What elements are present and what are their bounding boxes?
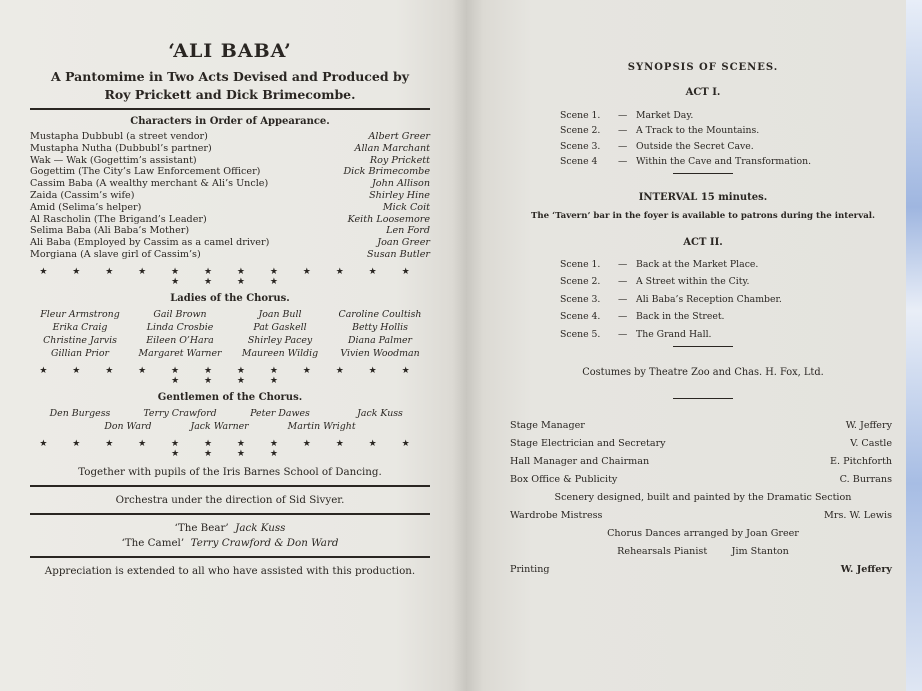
gentlemen-row-2 [30, 420, 430, 433]
act-2-scenes [560, 256, 896, 344]
costumes-line: Costumes by Theatre Zoo and Chas. H. Fox, Ltd. [582, 367, 824, 379]
scene-name: Back in the Street. [636, 311, 725, 323]
chorus-name: Maureen Wildig [241, 347, 319, 359]
scene-name: Ali Baba’s Reception Chamber. [636, 293, 782, 305]
actor: Susan Butler [366, 248, 430, 260]
characters-heading: Characters in Order of Appearance. [130, 116, 330, 127]
interval-heading: INTERVAL 15 minutes. [638, 191, 768, 203]
subtitle-line-2: Roy Prickett and Dick Brimecombe. [104, 87, 356, 102]
cast-row [30, 143, 430, 155]
crew-row [510, 471, 896, 489]
role: Gogettim (The City’s Law Enforcement Officer) [30, 166, 261, 178]
scenery-line: Scenery designed, built and painted by the Dramatic Section [554, 492, 852, 504]
bear-actor: Jack Kuss [235, 521, 286, 534]
chorus-name: Den Burgess [49, 407, 111, 419]
chorus-name: Gail Brown [153, 308, 207, 320]
camel-line [30, 537, 430, 549]
programme-title: ‘ALI BABA’ [168, 40, 292, 62]
crew-name: V. Castle [850, 438, 892, 450]
chorus-name: Betty Hollis [352, 321, 408, 333]
cast-row [30, 225, 430, 237]
scene-dash: — [618, 140, 628, 152]
actor: Joan Greer [377, 237, 430, 249]
crew-row [510, 417, 896, 435]
act-1-scenes [560, 108, 896, 170]
crew-name: W. Jeffery [840, 564, 892, 576]
role: Cassim Baba (A wealthy merchant & Ali’s Uncle) [30, 178, 269, 190]
scene-number: Scene 1. [560, 110, 601, 121]
actor: Allan Marchant [354, 142, 430, 154]
scene-dash: — [618, 110, 628, 121]
chorus-name: Fleur Armstrong [40, 308, 120, 320]
scene-row [560, 154, 896, 169]
cast-row [30, 178, 430, 190]
chorus-name: Pat Gaskell [253, 321, 307, 333]
chorus-name: Vivien Woodman [340, 347, 420, 359]
crew-name: E. Pitchforth [830, 456, 892, 468]
actor: Len Ford [386, 225, 430, 237]
crew-name: C. Burrans [839, 474, 892, 486]
actor: Roy Prickett [369, 154, 430, 166]
crew-name: Mrs. W. Lewis [824, 510, 892, 522]
scene-number: Scene 4. [560, 311, 601, 323]
actor: Keith Loosemore [347, 213, 430, 225]
scene-number: Scene 4 [560, 156, 598, 168]
scene-row [560, 256, 896, 274]
gentlemen-row-1 [30, 407, 430, 420]
chorus-name: Peter Dawes [250, 407, 310, 419]
chorus-name: Shirley Pacey [247, 334, 313, 346]
role: Amid (Selima’s helper) [30, 201, 142, 213]
crew-row [510, 561, 896, 579]
crew-name: Jim Stanton [731, 546, 789, 558]
right-page [466, 0, 906, 691]
crew-role: Stage Manager [510, 420, 585, 432]
rehearsals-line [510, 543, 896, 561]
role: Mustapha Dubbubl (a street vendor) [30, 131, 208, 142]
cast-row [30, 202, 430, 214]
cast-row [30, 237, 430, 249]
crew-row [510, 453, 896, 471]
gentlemen-heading: Gentlemen of the Chorus. [157, 391, 303, 403]
ladies-grid [30, 308, 430, 360]
characters-list [30, 131, 430, 261]
scene-row [560, 108, 896, 123]
divider [30, 108, 430, 110]
scene-name: Within the Cave and Transformation. [636, 156, 812, 168]
scene-dash: — [618, 328, 628, 340]
scene-name: Back at the Market Place. [636, 258, 759, 270]
scene-number: Scene 3. [560, 140, 601, 152]
chorus-name: Diana Palmer [347, 334, 413, 346]
chorus-name: Christine Jarvis [43, 334, 117, 346]
chorus-name: Don Ward [104, 420, 152, 432]
chorus-name: Linda Crosbie [146, 321, 214, 333]
cast-row [30, 155, 430, 167]
crew-row [510, 507, 896, 525]
chorus-name: Joan Bull [258, 308, 302, 320]
bear-label: ‘The Bear’ [174, 521, 229, 534]
actor: Dick Brimecombe [343, 166, 430, 178]
scene-number: Scene 5. [560, 328, 601, 340]
scene-row [560, 291, 896, 309]
chorus-name: Caroline Coultish [338, 308, 422, 320]
actor: John Allison [371, 178, 430, 190]
divider [30, 485, 430, 487]
scene-name: Outside the Secret Cave. [636, 140, 754, 152]
chorus-name: Jack Kuss [357, 407, 403, 419]
tavern-note: The ‘Tavern’ bar in the foyer is available to patrons during the interval. [530, 210, 876, 221]
scene-number: Scene 2. [560, 276, 601, 288]
divider [673, 398, 733, 399]
background-edge [906, 0, 922, 691]
scene-number: Scene 2. [560, 125, 601, 137]
scene-row [560, 308, 896, 326]
chorus-name: Erika Craig [52, 321, 108, 333]
divider [673, 346, 733, 347]
role: Wak — Wak (Gogettim’s assistant) [30, 154, 197, 166]
actor: Shirley Hine [369, 189, 430, 201]
pupils-line: Together with pupils of the Iris Barnes School of Dancing. [78, 465, 382, 478]
scene-number: Scene 1. [560, 258, 601, 270]
chorus-name: Eileen O’Hara [146, 334, 214, 346]
role: Ali Baba (Employed by Cassim as a camel driver) [30, 237, 270, 249]
crew-row [510, 435, 896, 453]
scene-name: The Grand Hall. [636, 328, 712, 340]
cast-row [30, 166, 430, 178]
crew-role: Rehearsals Pianist [617, 546, 708, 558]
scene-dash: — [618, 276, 628, 288]
chorus-name: Jack Warner [190, 420, 249, 432]
crew-name: W. Jeffery [845, 420, 892, 432]
crew-role: Printing [510, 564, 550, 576]
role: Mustapha Nutha (Dubbubl’s partner) [30, 142, 212, 154]
act-1-heading: ACT I. [685, 87, 721, 98]
crew-role: Stage Electrician and Secretary [510, 438, 666, 450]
appreciation-line: Appreciation is extended to all who have assisted with this production. [44, 564, 416, 577]
scene-dash: — [618, 156, 628, 168]
chorus-name: Gillian Prior [50, 347, 109, 359]
divider [30, 556, 430, 558]
crew-role: Wardrobe Mistress [510, 510, 603, 522]
camel-label: ‘The Camel’ [121, 536, 185, 549]
role: Selima Baba (Ali Baba’s Mother) [30, 225, 190, 237]
crew-list [510, 417, 896, 579]
chorus-dances-line: Chorus Dances arranged by Joan Greer [607, 528, 799, 540]
camel-actor: Terry Crawford & Don Ward [190, 536, 339, 549]
scene-dash: — [618, 125, 628, 137]
role: Morgiana (A slave girl of Cassim’s) [30, 248, 201, 260]
cast-row [30, 214, 430, 226]
orchestra-line: Orchestra under the direction of Sid Sivyer. [115, 493, 345, 506]
cast-row [30, 131, 430, 143]
star-divider: ★ ★ ★ ★ ★ ★ ★ ★ ★ ★ ★ ★ ★ ★ ★ ★ [39, 365, 421, 386]
scene-dash: — [618, 258, 628, 270]
actor: Mick Coit [382, 201, 430, 213]
cast-row [30, 249, 430, 261]
act-2-heading: ACT II. [683, 236, 723, 248]
role: Al Rascholin (The Brigand’s Leader) [30, 213, 207, 225]
synopsis-heading: SYNOPSIS OF SCENES. [627, 62, 779, 73]
subtitle-line-1: A Pantomime in Two Acts Devised and Produced by [51, 69, 409, 84]
actor: Albert Greer [368, 131, 430, 142]
crew-role: Box Office & Publicity [510, 474, 618, 486]
chorus-name: Terry Crawford [143, 407, 217, 419]
ladies-heading: Ladies of the Chorus. [170, 292, 290, 304]
divider [673, 173, 733, 174]
chorus-name: Martin Wright [287, 420, 356, 432]
scene-row [560, 139, 896, 154]
star-divider: ★ ★ ★ ★ ★ ★ ★ ★ ★ ★ ★ ★ ★ ★ ★ ★ [39, 438, 421, 459]
scene-name: A Track to the Mountains. [636, 125, 760, 137]
cast-row [30, 190, 430, 202]
scene-number: Scene 3. [560, 293, 601, 305]
scene-row [560, 273, 896, 291]
chorus-name: Margaret Warner [138, 347, 222, 359]
scene-row [560, 326, 896, 344]
scene-name: A Street within the City. [636, 276, 750, 288]
role: Zaida (Cassim’s wife) [30, 189, 135, 201]
star-divider: ★ ★ ★ ★ ★ ★ ★ ★ ★ ★ ★ ★ ★ ★ ★ ★ [39, 266, 421, 287]
scene-name: Market Day. [636, 110, 694, 121]
scene-row [560, 123, 896, 138]
bear-line [30, 522, 430, 534]
scene-dash: — [618, 311, 628, 323]
scene-dash: — [618, 293, 628, 305]
divider [30, 513, 430, 515]
crew-role: Hall Manager and Chairman [510, 456, 650, 468]
